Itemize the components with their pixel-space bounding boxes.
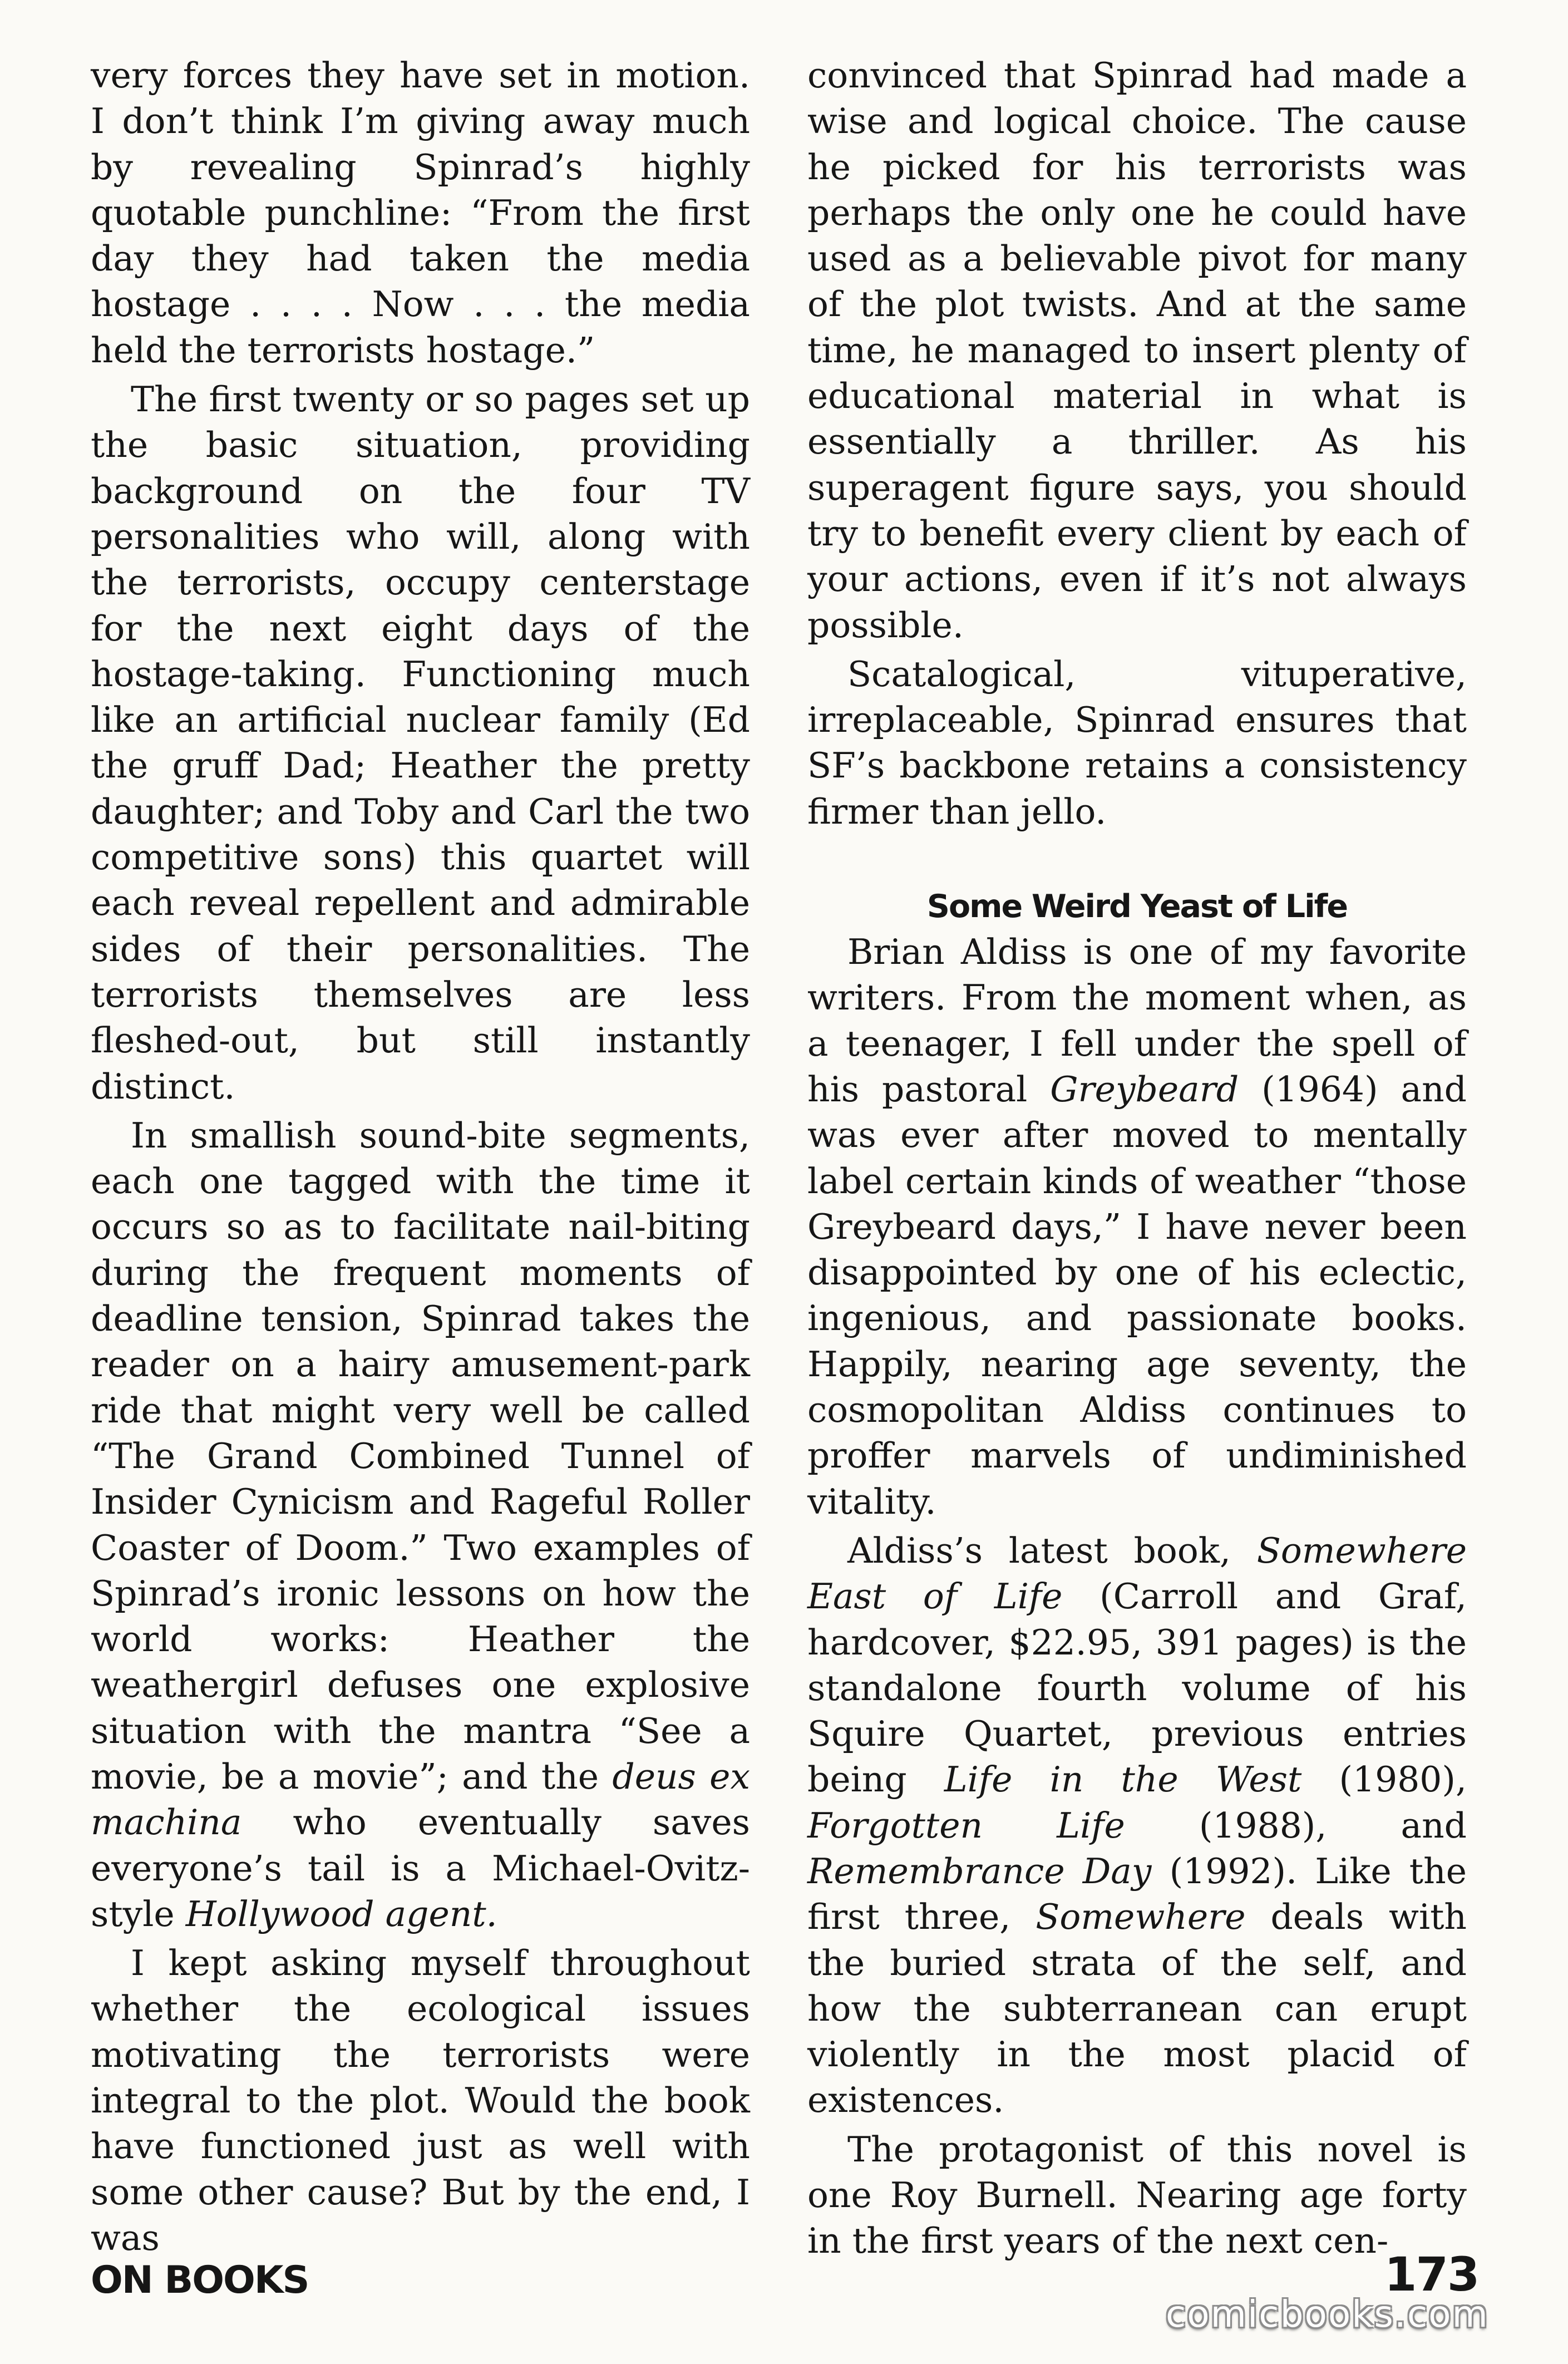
paragraph: In smallish sound-bite segments, each one tagged with the time it occurs so as to facilitate nail-biting during the frequent moments of deadline tension, Spinrad takes the reader on a hairy amusement-park ride that might very well be called “The Grand Combined Tunnel of Insider Cynicism and Rageful Roller Coaster of Doom.” Two examples of Spinrad’s ironic lessons on how the world works: Heather the weathergirl defuses one explosive situation with the mantra “See a movie, be a movie”; and the deus ex machina who eventually saves everyone’s tail is a Michael-Ovitz-style Hollywood agent. [91, 1115, 750, 1934]
section-footer: ON BOOKS [91, 2258, 309, 2302]
italic-title: Greybeard [1050, 1068, 1239, 1110]
italic-title: Hollywood agent. [185, 1893, 497, 1934]
italic-title: Life in the West [944, 1759, 1302, 1800]
italic-title: Somewhere East of Life [807, 1530, 1467, 1617]
watermark: comicbooks.com [1166, 2293, 1489, 2336]
italic-title: Forgotten Life [807, 1805, 1125, 1846]
paragraph: very forces they have set in motion. I don’t think I’m giving away much by revealing Spinrad’s highly quotable punchline: “From the first day they had taken the media hostage . . . . Now . . . the media held the terrorists hostage.” [91, 55, 750, 371]
italic-title: Somewhere [1036, 1897, 1246, 1938]
paragraph: Scatalogical, vituperative, irreplaceable, Spinrad ensures that SF’s backbone retains a consistency firmer than jello. [807, 653, 1467, 832]
paragraph: The first twenty or so pages set up the basic situation, providing background on the four TV personalities who will, along with the terrorists, occupy centerstage for the next eight days of the hostage-taking. Functioning much like an artificial nuclear family (Ed the gruff Dad; Heather the pretty daughter; and Toby and Carl the two competitive sons) this quartet will each reveal repellent and admirable sides of their personalities. The terrorists themselves are less fleshed-out, but still instantly distinct. [91, 379, 750, 1107]
paragraph: I kept asking myself throughout whether the ecological issues motivating the terrorists were integral to the plot. Would the book have functioned just as well with some other cause? But by the end, I was [91, 1943, 750, 2258]
paragraph: Aldiss’s latest book, Somewhere East of Life (Carroll and Graf, hardcover, $22.95, 391 pages) is the standalone fourth volume of his Squire Quartet, previous entries being Life in the West (1980), Forgotten Life (1988), and Remembrance Day (1992). Like the first three, Somewhere deals with the buried strata of the self, and how the subterranean can erupt violently in the most placid of existences. [807, 1530, 1467, 2121]
paragraph: convinced that Spinrad had made a wise and logical choice. The cause he picked for his terrorists was perhaps the only one he could have used as a believable pivot for many of the plot twists. And at the same time, he managed to insert plenty of educational material in what is essentially a thriller. As his superagent figure says, you should try to benefit every client by each of your actions, even if it’s not always possible. [807, 55, 1467, 646]
right-column [807, 53, 1467, 2264]
paragraph: Brian Aldiss is one of my favorite writers. From the moment when, as a teenager, I fell under the spell of his pastoral Greybeard (1964) and was ever after moved to mentally label certain kinds of weather “those Greybeard days,” I have never been disappointed by one of his eclectic, ingenious, and passionate books. Happily, nearing age seventy, the cosmopolitan Aldiss continues to proffer marvels of undiminished vitality. [807, 932, 1467, 1522]
paragraph: The protagonist of this novel is one Roy Burnell. Nearing age forty in the first years of the next cen- [807, 2129, 1467, 2262]
left-column [91, 53, 750, 2261]
page-number: 173 [1384, 2247, 1479, 2302]
italic-title: deus ex machina [91, 1756, 750, 1843]
section-heading: Some Weird Yeast of Life [926, 888, 1348, 925]
italic-title: Remembrance Day [807, 1850, 1152, 1892]
